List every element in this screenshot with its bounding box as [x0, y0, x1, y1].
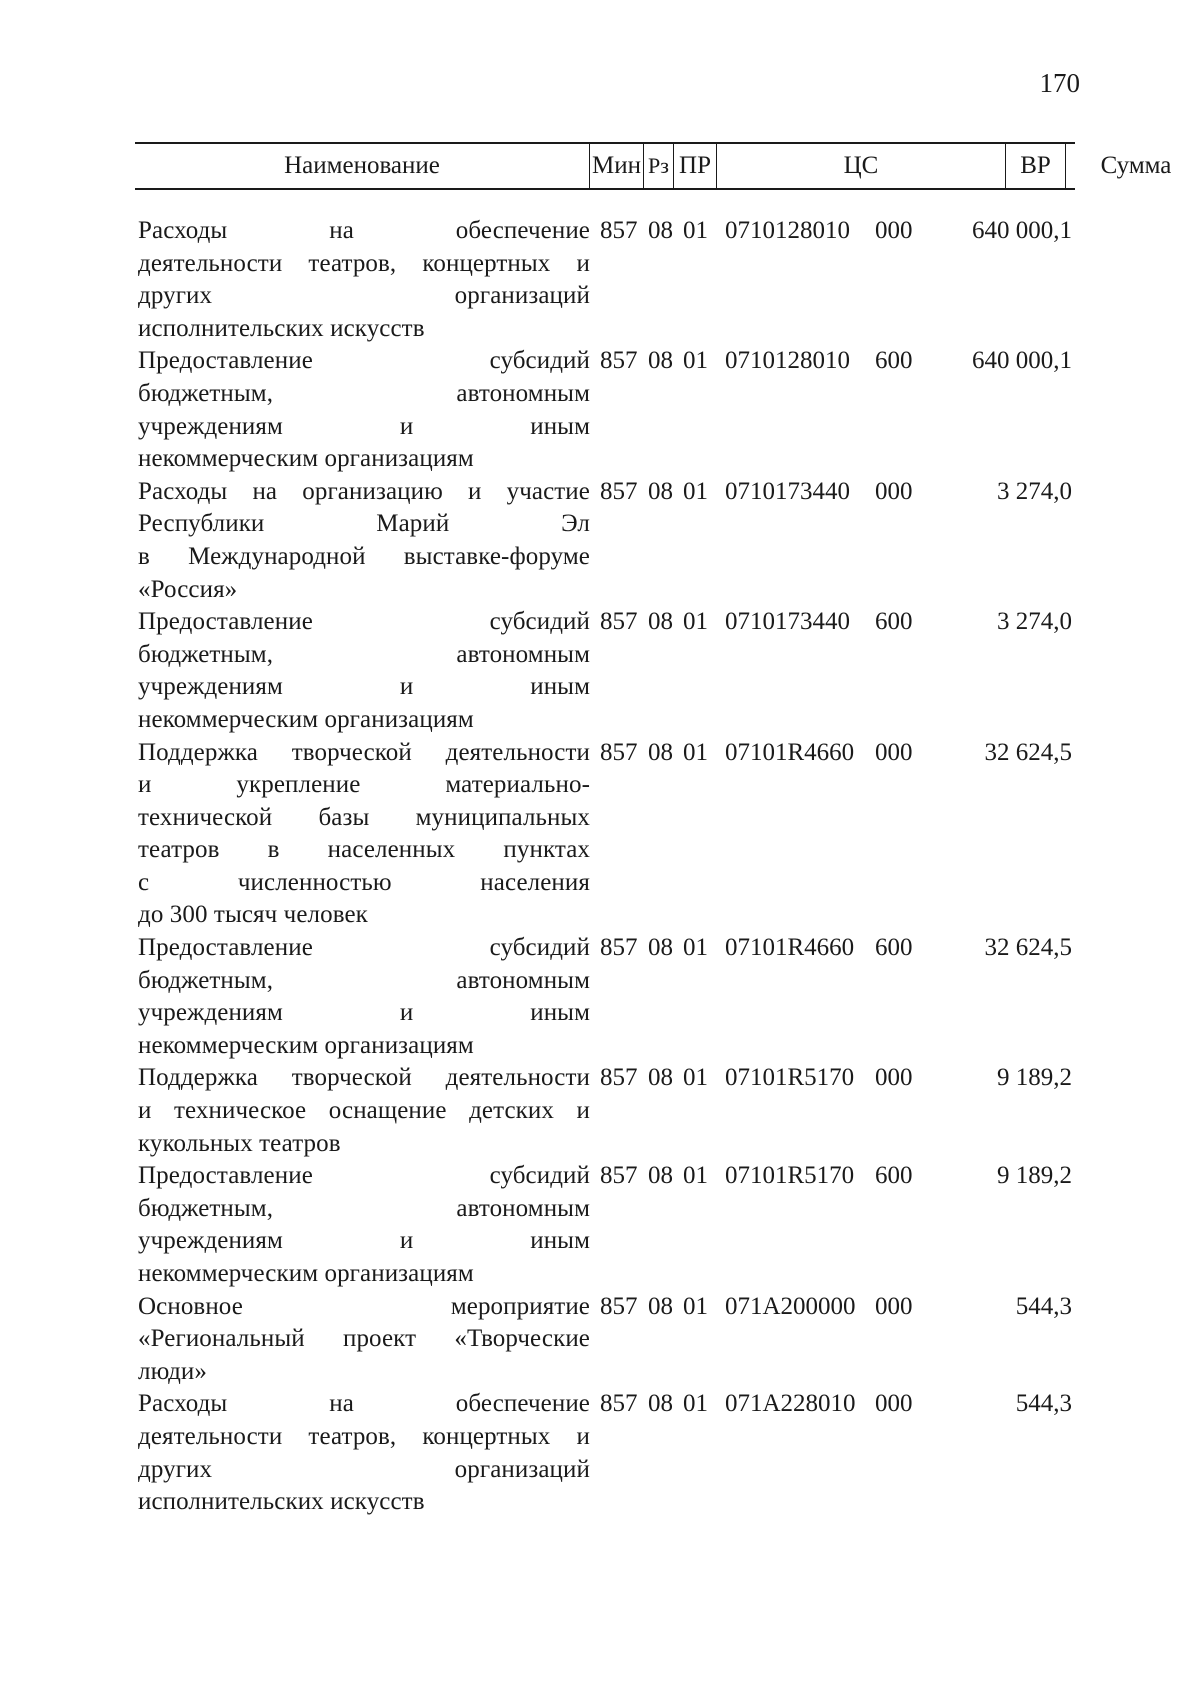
row-name [138, 1388, 590, 1518]
row-sum: 32 624,5 [984, 738, 1072, 766]
row-name-line: учреждениям и иным [138, 999, 590, 1027]
row-cs: 071A200000 [725, 1292, 856, 1320]
row-name-line: бюджетным, автономным [138, 640, 590, 668]
row-name-line: учреждениям и иным [138, 1227, 590, 1255]
row-name-line: бюджетным, автономным [138, 966, 590, 994]
row-pr: 01 [683, 347, 708, 375]
row-name-line: Предоставление субсидий [138, 934, 590, 962]
row-vr: 000 [875, 1390, 913, 1418]
table-row [0, 932, 1200, 1062]
row-name-line: бюджетным, автономным [138, 1194, 590, 1222]
row-sum: 3 274,0 [997, 608, 1072, 636]
row-pr: 01 [683, 217, 708, 244]
row-name-line: деятельности театров, концертных и [138, 249, 590, 277]
table-header [135, 142, 1172, 190]
row-name-line: некоммерческим организациям [138, 1260, 474, 1287]
row-vr: 000 [875, 477, 913, 505]
row-sum: 640 000,1 [972, 217, 1072, 244]
header-name: Наименование [284, 152, 440, 179]
row-min: 857 [600, 1064, 638, 1092]
row-name-line: Республики Марий Эл [138, 510, 590, 538]
row-cs: 0710128010 [725, 217, 850, 244]
row-name-line: технической базы муниципальных [138, 803, 590, 831]
row-name-line: в Международной выставке-форуме [138, 542, 590, 570]
row-vr: 000 [875, 1064, 913, 1092]
header-pr: ПР [673, 144, 716, 188]
header-min: Мин [589, 144, 643, 188]
row-name-line: учреждениям и иным [138, 673, 590, 701]
row-name-line: и техническое оснащение детских и [138, 1097, 590, 1125]
row-name [138, 1160, 590, 1290]
row-name-line: учреждениям и иным [138, 412, 590, 440]
row-sum: 544,3 [1015, 1390, 1072, 1418]
row-name-line: деятельности театров, концертных и [138, 1422, 590, 1450]
row-name-line: Расходы на обеспечение [138, 217, 590, 244]
row-sum: 9 189,2 [997, 1064, 1072, 1092]
row-name-line: «Россия» [138, 575, 238, 603]
row-pr: 01 [683, 608, 708, 636]
row-min: 857 [600, 1162, 638, 1190]
row-cs: 0710173440 [725, 477, 850, 505]
row-name-line: Основное мероприятие [138, 1292, 590, 1320]
row-name [138, 932, 590, 1062]
row-cs: 0710173440 [725, 608, 850, 636]
row-sum: 3 274,0 [997, 477, 1072, 505]
row-vr: 000 [875, 217, 913, 244]
row-min: 857 [600, 347, 638, 375]
row-sum: 32 624,5 [984, 934, 1072, 962]
row-sum: 9 189,2 [997, 1162, 1072, 1190]
table-body [0, 215, 1200, 1519]
header-vr: ВР [1006, 144, 1066, 188]
row-name-line: других организаций [138, 282, 590, 310]
row-name-line: некоммерческим организациям [138, 445, 474, 473]
row-name-line: бюджетным, автономным [138, 379, 590, 407]
row-name [138, 345, 590, 475]
row-cs: 07101R4660 [725, 934, 855, 962]
row-vr: 600 [875, 1162, 913, 1190]
row-vr: 600 [875, 608, 913, 636]
row-rz: 08 [648, 347, 673, 375]
header-cs: ЦС [716, 144, 1006, 188]
table-row [0, 476, 1200, 606]
row-name-line: Поддержка творческой деятельности [138, 1064, 590, 1092]
row-name-line: Предоставление субсидий [138, 1162, 590, 1190]
row-min: 857 [600, 608, 638, 636]
row-vr: 600 [875, 347, 913, 375]
row-name-line: исполнительских искусств [138, 1488, 425, 1516]
row-rz: 08 [648, 1064, 673, 1092]
row-name-line: с численностью населения [138, 868, 590, 896]
row-name-line: Расходы на организацию и участие [138, 477, 590, 505]
row-name-line: и укрепление материально- [138, 771, 590, 799]
row-name [138, 606, 590, 736]
row-name [138, 215, 590, 345]
row-min: 857 [600, 738, 638, 766]
row-name-line: Предоставление субсидий [138, 608, 590, 636]
row-vr: 000 [875, 1292, 913, 1320]
row-name [138, 737, 590, 933]
row-rz: 08 [648, 934, 673, 962]
row-name-line: Расходы на обеспечение [138, 1390, 590, 1418]
row-name-line: «Региональный проект «Творческие [138, 1325, 590, 1353]
header-sum: Сумма [1100, 152, 1172, 179]
row-name-line: кукольных театров [138, 1129, 341, 1157]
row-cs: 07101R4660 [725, 738, 855, 766]
row-name [138, 476, 590, 606]
row-name-line: некоммерческим организациям [138, 705, 474, 733]
row-vr: 000 [875, 738, 913, 766]
row-name-line: Поддержка творческой деятельности [138, 738, 590, 766]
row-min: 857 [600, 1390, 638, 1418]
row-name-line: до 300 тысяч человек [138, 901, 368, 929]
row-rz: 08 [648, 608, 673, 636]
row-pr: 01 [683, 934, 708, 962]
table-row [0, 1291, 1200, 1389]
row-min: 857 [600, 217, 638, 244]
header-rz: Рз [643, 144, 673, 188]
row-min: 857 [600, 934, 638, 962]
row-name-line: других организаций [138, 1455, 590, 1483]
table-row [0, 1388, 1200, 1518]
page-number: 170 [1039, 68, 1080, 98]
row-name-line: Предоставление субсидий [138, 347, 590, 375]
row-pr: 01 [683, 1064, 708, 1092]
row-rz: 08 [648, 217, 673, 244]
table-row [0, 737, 1200, 933]
row-sum: 640 000,1 [972, 347, 1072, 375]
row-rz: 08 [648, 477, 673, 505]
row-name-line: исполнительских искусств [138, 314, 425, 342]
row-pr: 01 [683, 1390, 708, 1418]
row-name [138, 1062, 590, 1160]
table-row [0, 215, 1200, 345]
row-pr: 01 [683, 1162, 708, 1190]
row-name-line: театров в населенных пунктах [138, 836, 590, 864]
row-rz: 08 [648, 738, 673, 766]
row-sum: 544,3 [1015, 1292, 1072, 1320]
row-pr: 01 [683, 1292, 708, 1320]
row-cs: 07101R5170 [725, 1064, 855, 1092]
row-cs: 07101R5170 [725, 1162, 855, 1190]
row-min: 857 [600, 1292, 638, 1320]
row-cs: 071A228010 [725, 1390, 856, 1418]
row-vr: 600 [875, 934, 913, 962]
row-rz: 08 [648, 1162, 673, 1190]
row-cs: 0710128010 [725, 347, 850, 375]
row-pr: 01 [683, 477, 708, 505]
row-pr: 01 [683, 738, 708, 766]
row-min: 857 [600, 477, 638, 505]
row-name-line: некоммерческим организациям [138, 1031, 474, 1059]
table-row [0, 1160, 1200, 1290]
row-name [138, 1291, 590, 1389]
table-row [0, 606, 1200, 736]
table-row [0, 1062, 1200, 1160]
row-name-line: люди» [138, 1357, 207, 1385]
table-row [0, 345, 1200, 475]
row-rz: 08 [648, 1292, 673, 1320]
row-rz: 08 [648, 1390, 673, 1418]
